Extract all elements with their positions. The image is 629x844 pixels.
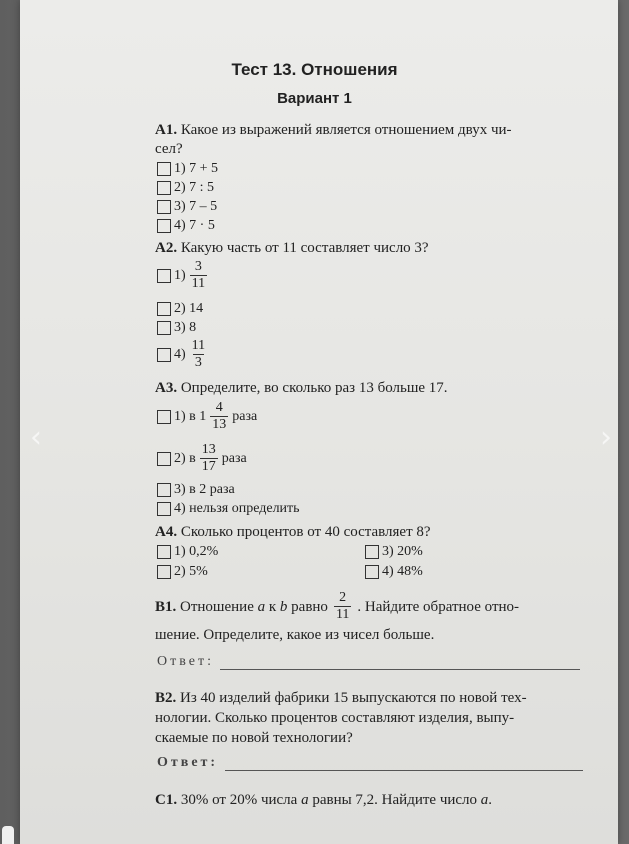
a2-option-4[interactable] xyxy=(157,338,211,371)
corner-marker-icon xyxy=(2,826,14,844)
question-b1 xyxy=(155,590,519,623)
checkbox[interactable] xyxy=(157,410,171,424)
question-a2-text: Какую часть от 11 составляет число 3? xyxy=(180,240,429,256)
a3-option-2-prefix: 2) в xyxy=(174,450,196,466)
fraction-denominator: 11 xyxy=(335,607,350,622)
answer-rule[interactable] xyxy=(220,668,580,670)
a1-option-2-text: 2) 7 : 5 xyxy=(174,180,215,195)
checkbox[interactable] xyxy=(157,269,171,283)
question-b1-line2 xyxy=(155,625,434,645)
question-b2-label: В2. xyxy=(155,690,177,706)
a2-option-2[interactable] xyxy=(157,300,203,318)
fraction-numerator: 3 xyxy=(194,259,202,274)
fraction-numerator: 11 xyxy=(191,338,206,353)
question-a2 xyxy=(155,238,429,258)
a1-option-4[interactable] xyxy=(157,217,215,235)
variable-a: a xyxy=(257,598,266,615)
fraction-numerator: 4 xyxy=(215,400,223,415)
a3-option-3-text: 3) в 2 раза xyxy=(174,482,235,497)
question-b2-line3 xyxy=(155,728,353,748)
checkbox[interactable] xyxy=(157,321,171,335)
period: . xyxy=(488,792,493,808)
question-c1-text-pre: 30% от 20% числа xyxy=(180,792,298,808)
checkbox[interactable] xyxy=(157,348,171,362)
question-a4 xyxy=(155,522,431,542)
a2-option-3[interactable] xyxy=(157,319,196,337)
checkbox[interactable] xyxy=(157,483,171,497)
a4-option-2[interactable] xyxy=(157,563,208,581)
checkbox[interactable] xyxy=(157,452,171,466)
a1-option-2[interactable] xyxy=(157,179,214,197)
a4-option-4-text: 4) 48% xyxy=(382,564,423,579)
checkbox[interactable] xyxy=(157,200,171,214)
a3-option-2-suffix: раза xyxy=(221,450,247,466)
question-b2 xyxy=(155,688,527,708)
a3-option-4-text: 4) нельзя определить xyxy=(174,501,300,516)
a1-option-1[interactable] xyxy=(157,160,218,178)
page-title: Тест 13. Отношения xyxy=(231,60,398,79)
checkbox[interactable] xyxy=(157,545,171,559)
word-ravno: равно xyxy=(291,598,328,615)
question-a1 xyxy=(155,120,512,140)
prev-page-arrow-icon[interactable]: ‹ xyxy=(30,420,42,455)
a1-option-1-text: 1) 7 + 5 xyxy=(174,161,219,176)
fraction xyxy=(334,590,351,623)
a3-option-1-prefix: 1) в 1 xyxy=(174,408,207,424)
question-b1-label: В1. xyxy=(155,598,177,615)
checkbox[interactable] xyxy=(365,545,379,559)
a3-option-2[interactable] xyxy=(157,442,247,475)
b1-answer[interactable] xyxy=(157,654,580,670)
fraction xyxy=(210,400,228,433)
question-a3-label: А3. xyxy=(155,380,178,396)
question-b2-text-line2: нологии. Сколько процентов составляют изделия, выпу- xyxy=(155,710,515,726)
fraction xyxy=(190,338,207,371)
a4-option-2-text: 2) 5% xyxy=(174,564,208,579)
question-a1-text-line1: Какое из выражений является отношением двух чи- xyxy=(180,122,512,138)
a2-option-4-prefix: 4) xyxy=(174,346,186,362)
question-a3-text: Определите, во сколько раз 13 больше 17. xyxy=(180,380,448,396)
question-c1-text-mid: равны 7,2. Найдите число xyxy=(312,792,478,808)
checkbox[interactable] xyxy=(157,565,171,579)
a1-option-4-text: 4) 7 · 5 xyxy=(174,218,215,233)
question-b2-text-line3: скаемые по новой технологии? xyxy=(155,730,353,746)
question-a2-label: А2. xyxy=(155,240,178,256)
variable-a: a xyxy=(480,792,489,808)
question-a4-text: Сколько процентов от 40 составляет 8? xyxy=(180,524,431,540)
variable-b: b xyxy=(279,598,288,615)
checkbox[interactable] xyxy=(157,219,171,233)
fraction xyxy=(200,442,218,475)
fraction xyxy=(190,259,207,292)
a3-option-1[interactable] xyxy=(157,400,257,433)
question-b2-text-line1: Из 40 изделий фабрики 15 выпускаются по новой тех- xyxy=(180,690,527,706)
question-a1-label: А1. xyxy=(155,122,178,138)
question-b2-line2 xyxy=(155,708,514,728)
answer-rule[interactable] xyxy=(225,769,583,771)
checkbox[interactable] xyxy=(365,565,379,579)
fraction-denominator: 13 xyxy=(212,417,227,432)
fraction-numerator: 2 xyxy=(339,590,347,605)
a2-option-3-text: 3) 8 xyxy=(174,320,197,335)
word-k: к xyxy=(268,598,277,615)
question-a3 xyxy=(155,378,448,398)
a3-option-4[interactable] xyxy=(157,500,300,518)
answer-label: Ответ: xyxy=(157,654,214,669)
variant-heading: Вариант 1 xyxy=(277,90,352,107)
next-page-arrow-icon[interactable]: › xyxy=(600,420,612,455)
answer-label: Ответ: xyxy=(157,755,219,770)
question-c1 xyxy=(155,790,492,810)
a1-option-3[interactable] xyxy=(157,198,217,216)
a4-option-3[interactable] xyxy=(365,543,423,561)
variable-a: a xyxy=(301,792,309,808)
fraction-numerator: 13 xyxy=(201,442,216,457)
a1-option-3-text: 3) 7 – 5 xyxy=(174,199,218,214)
checkbox[interactable] xyxy=(157,502,171,516)
question-a1-line2 xyxy=(155,139,183,159)
a4-option-1[interactable] xyxy=(157,543,218,561)
fraction-denominator: 11 xyxy=(191,276,206,291)
a2-option-1-prefix: 1) xyxy=(174,267,186,283)
a3-option-1-suffix: раза xyxy=(232,408,258,424)
question-b1-text-pre: Отношение xyxy=(180,598,254,615)
b2-answer[interactable] xyxy=(157,755,583,771)
a2-option-1[interactable] xyxy=(157,259,211,292)
question-a1-text-line2: сел? xyxy=(155,141,183,157)
fraction-denominator: 3 xyxy=(194,355,202,370)
question-c1-label: С1. xyxy=(155,792,178,808)
checkbox[interactable] xyxy=(157,302,171,316)
a2-option-2-text: 2) 14 xyxy=(174,301,204,316)
a3-option-3[interactable] xyxy=(157,481,235,499)
question-b1-text-post: . Найдите обратное отно- xyxy=(357,598,520,615)
fraction-denominator: 17 xyxy=(201,459,216,474)
a4-option-3-text: 3) 20% xyxy=(382,544,423,559)
checkbox[interactable] xyxy=(157,181,171,195)
a4-option-4[interactable] xyxy=(365,563,423,581)
a4-option-1-text: 1) 0,2% xyxy=(174,544,219,559)
checkbox[interactable] xyxy=(157,162,171,176)
question-a4-label: А4. xyxy=(155,524,178,540)
question-b1-text-line2: шение. Определите, какое из чисел больше. xyxy=(155,627,435,643)
